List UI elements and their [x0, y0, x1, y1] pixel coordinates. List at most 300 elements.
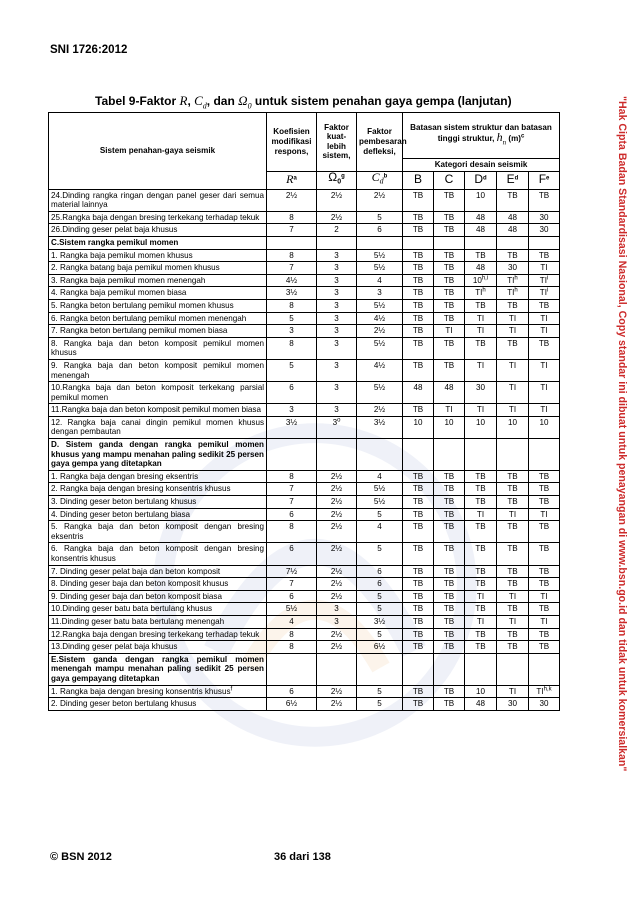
value-cell-f — [529, 603, 560, 616]
value-cell-b — [403, 615, 434, 628]
value-f-sup: h,k — [543, 685, 552, 692]
value-f: TB — [538, 522, 550, 532]
cat-f-label: F — [538, 171, 547, 186]
section-heading — [49, 653, 267, 685]
value-cell-cd — [357, 262, 403, 275]
value-o: 2½ — [330, 544, 343, 554]
value-e: TI — [508, 326, 517, 336]
value-b: TB — [412, 405, 424, 415]
value-cell-r — [267, 590, 317, 603]
value-cell-cd — [357, 404, 403, 417]
value-cd: 3½ — [373, 616, 386, 626]
value-cell-e — [497, 439, 529, 471]
value-c: TB — [443, 497, 455, 507]
running-header: SNI 1726:2012 — [50, 44, 128, 56]
value-b: TB — [412, 190, 424, 200]
value-d: 10 — [472, 275, 482, 285]
value-cell-c — [434, 628, 465, 641]
value-b: TB — [412, 686, 424, 696]
value-cell-c — [434, 508, 465, 521]
table-body — [49, 189, 560, 710]
value-cell-o — [317, 312, 357, 325]
system-name: 12.Rangka baja dengan bresing terkekang terhadap tekuk — [51, 629, 260, 639]
value-cell-f — [529, 211, 560, 224]
value-cell-c — [434, 483, 465, 496]
value-cell-c — [434, 189, 465, 211]
value-f: TI — [540, 360, 548, 370]
value-cell-e — [497, 404, 529, 417]
value-cell-e — [497, 590, 529, 603]
value-cell-b — [403, 236, 434, 249]
value-cell-b — [403, 470, 434, 483]
value-e: TB — [507, 544, 518, 554]
value-cell-d — [465, 337, 497, 359]
value-cell-e — [497, 543, 529, 565]
col-header-r-symbol — [267, 171, 317, 189]
value-o: 3 — [334, 300, 339, 310]
value-cd: 5 — [377, 699, 382, 709]
value-c: TB — [443, 566, 455, 576]
system-name-cell — [49, 543, 267, 565]
value-o: 3 — [332, 417, 338, 427]
value-cd: 5 — [377, 629, 382, 639]
value-cell-c — [434, 590, 465, 603]
value-cell-r — [267, 382, 317, 404]
table-row — [49, 299, 560, 312]
value-e: TI — [508, 383, 517, 393]
section-heading — [49, 236, 267, 249]
value-cell-e — [497, 189, 529, 211]
system-name-cell — [49, 287, 267, 300]
system-name: 5. Rangka beton bertulang pemikul momen khusus — [51, 300, 234, 310]
value-cd: 2½ — [373, 190, 386, 200]
value-d: TI — [476, 405, 485, 415]
value-d: TI — [476, 313, 485, 323]
title-omega — [238, 93, 252, 111]
value-cell-f — [529, 325, 560, 338]
value-cell-r — [267, 603, 317, 616]
value-cell-d — [465, 641, 497, 654]
system-name: 11.Dinding geser batu bata bertulang menengah — [51, 616, 225, 626]
value-cell-b — [403, 698, 434, 711]
title-omega-letter: Ω — [238, 93, 248, 108]
value-cell-e — [497, 274, 529, 287]
value-cell-b — [403, 416, 434, 438]
value-cell-c — [434, 653, 465, 685]
col-header-coef: Koefisien modifikasi respons, — [267, 113, 317, 172]
value-b: TB — [412, 591, 424, 601]
value-cell-cd — [357, 543, 403, 565]
system-name-cell — [49, 685, 267, 698]
value-r: 8 — [289, 642, 294, 652]
value-d: TB — [475, 497, 486, 507]
value-o: 3 — [334, 275, 339, 285]
value-cell-o — [317, 578, 357, 591]
value-c: TB — [443, 591, 455, 601]
value-cell-o — [317, 262, 357, 275]
value-cd: 6 — [377, 225, 382, 235]
value-r: 6 — [289, 591, 294, 601]
value-cell-cd — [357, 521, 403, 543]
value-o: 2½ — [330, 591, 343, 601]
value-cell-c — [434, 496, 465, 509]
value-cell-d — [465, 312, 497, 325]
value-b: TB — [412, 497, 424, 507]
value-c: TB — [443, 579, 455, 589]
value-cell-f — [529, 521, 560, 543]
value-f: TI — [540, 326, 548, 336]
system-name-cell — [49, 325, 267, 338]
value-b: TB — [412, 275, 424, 285]
system-name-cell — [49, 698, 267, 711]
value-f: TB — [538, 642, 550, 652]
value-cell-cd — [357, 653, 403, 685]
value-cell-cd — [357, 603, 403, 616]
value-cell-b — [403, 299, 434, 312]
value-e: TB — [507, 629, 518, 639]
table-row — [49, 685, 560, 698]
value-cell-d — [465, 653, 497, 685]
value-f: TI — [540, 383, 548, 393]
value-b: TB — [412, 338, 424, 348]
value-cell-o — [317, 698, 357, 711]
col-header-cat-b — [403, 171, 434, 189]
value-cell-e — [497, 249, 529, 262]
system-name-cell — [49, 483, 267, 496]
value-r: 7 — [289, 497, 294, 507]
value-d: TB — [475, 300, 486, 310]
value-r: 5 — [289, 313, 294, 323]
system-name: 2. Dinding geser beton bertulang khusus — [51, 699, 197, 709]
value-cell-r — [267, 236, 317, 249]
value-cell-b — [403, 685, 434, 698]
value-cell-r — [267, 578, 317, 591]
value-cell-cd — [357, 565, 403, 578]
value-c: 10 — [444, 417, 454, 427]
value-r: 6½ — [285, 699, 298, 709]
value-cell-r — [267, 508, 317, 521]
value-o: 3 — [334, 360, 339, 370]
cd-symbol: C — [371, 170, 380, 185]
value-d: TB — [475, 250, 486, 260]
value-cell-b — [403, 565, 434, 578]
value-cell-cd — [357, 685, 403, 698]
value-d: 30 — [475, 383, 485, 393]
value-cell-r — [267, 628, 317, 641]
value-cell-b — [403, 483, 434, 496]
value-cell-r — [267, 653, 317, 685]
value-f: 30 — [539, 699, 549, 709]
value-c: TB — [443, 616, 455, 626]
value-o: 3 — [334, 405, 339, 415]
system-name-cell — [49, 590, 267, 603]
title-omega-sub: 0 — [247, 101, 252, 111]
value-b: TB — [412, 250, 424, 260]
value-cell-o — [317, 590, 357, 603]
col-header-system: Sistem penahan-gaya seismik — [49, 113, 267, 190]
value-e-sup: h — [514, 275, 518, 282]
system-name: 2. Rangka baja dengan bresing konsentris khusus — [51, 484, 231, 494]
system-name: D. Sistem ganda dengan rangka pemikul momen khusus yang mampu menahan paling sedikit 25 persen gaya gempa yang ditetapkan — [51, 440, 264, 469]
value-c: TI — [445, 326, 453, 336]
value-cell-d — [465, 565, 497, 578]
value-d: TB — [475, 338, 486, 348]
title-sep1: , — [187, 94, 191, 108]
value-cd: 5 — [377, 591, 382, 601]
value-c: TB — [443, 360, 455, 370]
value-r: 8 — [289, 471, 294, 481]
system-name-cell — [49, 615, 267, 628]
value-o: 2½ — [330, 212, 343, 222]
value-cell-f — [529, 359, 560, 381]
value-d: TB — [475, 629, 486, 639]
table-row — [49, 416, 560, 438]
table-row — [49, 249, 560, 262]
value-cell-c — [434, 685, 465, 698]
omega-sup: g — [341, 173, 345, 180]
table-row — [49, 578, 560, 591]
col-header-cat-c — [434, 171, 465, 189]
value-cell-d — [465, 685, 497, 698]
value-r: 7 — [289, 484, 294, 494]
value-cell-e — [497, 685, 529, 698]
cat-d-label: D — [474, 171, 483, 186]
value-cell-b — [403, 628, 434, 641]
value-b: TB — [412, 212, 424, 222]
value-cell-e — [497, 521, 529, 543]
section-row — [49, 439, 560, 471]
value-cell-r — [267, 337, 317, 359]
value-c: TB — [443, 190, 455, 200]
value-cell-e — [497, 312, 529, 325]
value-cell-e — [497, 641, 529, 654]
value-cd: 5½ — [373, 484, 386, 494]
value-cd: 4½ — [373, 313, 386, 323]
table-row — [49, 382, 560, 404]
table-row — [49, 565, 560, 578]
value-r: 8 — [289, 250, 294, 260]
value-cell-b — [403, 211, 434, 224]
value-cell-f — [529, 496, 560, 509]
col-header-omega: Faktor kuat-lebih sistem, — [317, 113, 357, 172]
value-e: TI — [507, 288, 515, 298]
value-b: TB — [412, 544, 424, 554]
value-cell-e — [497, 299, 529, 312]
system-name-cell — [49, 337, 267, 359]
value-cell-o — [317, 382, 357, 404]
value-cd: 5 — [377, 686, 382, 696]
value-d-sup: h,i — [481, 275, 489, 282]
value-cell-o — [317, 653, 357, 685]
title-prefix: Tabel 9-Faktor — [95, 94, 177, 108]
value-c: TB — [443, 250, 455, 260]
value-r: 8 — [289, 522, 294, 532]
value-cell-f — [529, 590, 560, 603]
value-cell-f — [529, 653, 560, 685]
value-r: 3½ — [285, 417, 298, 427]
value-e: TB — [507, 642, 518, 652]
value-cell-b — [403, 641, 434, 654]
value-r: 8 — [289, 629, 294, 639]
system-name: 8. Rangka baja dan beton komposit pemikul momen khusus — [51, 338, 264, 358]
value-e: TI — [508, 313, 517, 323]
value-r: 3 — [289, 405, 294, 415]
side-copyright-text: "Hak Cipta Badan Standardisasi Nasional, Copy standar ini dibuat untuk penayangan di www.bsn.go.id dan tidak untuk komersialkan" — [616, 96, 628, 772]
value-cd: 5½ — [373, 263, 386, 273]
value-cell-c — [434, 359, 465, 381]
value-f: 30 — [539, 225, 549, 235]
value-d: TI — [476, 509, 485, 519]
value-c: TB — [443, 699, 455, 709]
value-o: 2½ — [330, 642, 343, 652]
system-name: E.Sistem ganda dengan rangka pemikul momen menengah mampu menahan paling sedikit 25 persen gaya gempayang ditetapkan — [51, 654, 264, 683]
system-name: 24.Dinding rangka ringan dengan panel geser dari semua material lainnya — [51, 190, 264, 210]
value-d: TB — [475, 471, 486, 481]
value-cell-r — [267, 274, 317, 287]
value-f: 30 — [539, 212, 549, 222]
value-cell-o — [317, 299, 357, 312]
value-b: TB — [412, 616, 424, 626]
value-cell-cd — [357, 590, 403, 603]
col-header-limits — [403, 113, 560, 159]
value-c: TB — [443, 471, 455, 481]
system-name: 2. Rangka batang baja pemikul momen khusus — [51, 263, 220, 273]
value-cell-c — [434, 698, 465, 711]
table-row — [49, 590, 560, 603]
value-cell-cd — [357, 628, 403, 641]
value-f: TB — [538, 629, 550, 639]
value-cell-c — [434, 299, 465, 312]
table-row — [49, 262, 560, 275]
value-cell-d — [465, 404, 497, 417]
value-cell-o — [317, 439, 357, 471]
value-e: TB — [507, 300, 518, 310]
value-cell-d — [465, 508, 497, 521]
value-d: TB — [475, 579, 486, 589]
value-cell-b — [403, 590, 434, 603]
value-cell-cd — [357, 496, 403, 509]
value-cell-o — [317, 416, 357, 438]
value-cd: 5 — [377, 604, 382, 614]
value-o: 2½ — [330, 509, 343, 519]
value-cell-e — [497, 287, 529, 300]
system-name-cell — [49, 404, 267, 417]
value-f: TI — [540, 509, 548, 519]
value-d: TI — [476, 326, 485, 336]
value-cell-cd — [357, 249, 403, 262]
value-cell-o — [317, 508, 357, 521]
table-row — [49, 698, 560, 711]
value-o: 2½ — [330, 629, 343, 639]
value-f: TI — [540, 616, 548, 626]
value-f: TB — [538, 300, 550, 310]
value-cd: 4½ — [373, 360, 386, 370]
value-r: 4 — [289, 616, 294, 626]
value-cell-e — [497, 359, 529, 381]
system-name: 4. Dinding geser beton bertulang biasa — [51, 509, 191, 519]
value-cell-o — [317, 483, 357, 496]
value-f: TB — [538, 544, 550, 554]
limits-h-sub: n — [502, 138, 507, 147]
value-o: 2 — [334, 225, 339, 235]
value-cell-b — [403, 603, 434, 616]
value-b: TB — [412, 326, 424, 336]
title-cd — [194, 93, 207, 111]
value-cell-f — [529, 698, 560, 711]
value-r: 8 — [289, 338, 294, 348]
system-name-cell — [49, 603, 267, 616]
value-cell-b — [403, 249, 434, 262]
value-e: TB — [507, 566, 518, 576]
value-cell-d — [465, 382, 497, 404]
value-cell-r — [267, 521, 317, 543]
value-r: 8 — [289, 300, 294, 310]
value-cd: 5½ — [373, 250, 386, 260]
section-row — [49, 236, 560, 249]
value-cell-f — [529, 382, 560, 404]
system-name: 13.Dinding geser pelat baja khusus — [51, 642, 178, 652]
value-e: 30 — [507, 699, 517, 709]
value-cell-d — [465, 496, 497, 509]
value-cd: 3 — [377, 288, 382, 298]
value-cell-c — [434, 249, 465, 262]
value-cell-r — [267, 262, 317, 275]
value-o: 3 — [334, 263, 339, 273]
system-name-cell — [49, 641, 267, 654]
value-cell-o — [317, 211, 357, 224]
value-cell-e — [497, 325, 529, 338]
value-cell-o — [317, 543, 357, 565]
value-c: TB — [443, 300, 455, 310]
value-b: TB — [412, 699, 424, 709]
value-cell-r — [267, 698, 317, 711]
value-cell-d — [465, 628, 497, 641]
col-header-cat-f — [529, 171, 560, 189]
col-header-cat-e — [497, 171, 529, 189]
value-cell-c — [434, 236, 465, 249]
table-row — [49, 641, 560, 654]
value-cell-f — [529, 470, 560, 483]
value-cell-c — [434, 470, 465, 483]
title-cd-letter: C — [194, 93, 203, 108]
value-cell-cd — [357, 641, 403, 654]
value-c: TB — [443, 288, 455, 298]
value-cell-f — [529, 416, 560, 438]
cat-e-label: E — [506, 171, 515, 186]
value-cell-c — [434, 543, 465, 565]
system-name-cell — [49, 211, 267, 224]
system-name: 12. Rangka baja canai dingin pemikul momen khusus dengan pembautan — [51, 417, 264, 437]
value-cell-c — [434, 224, 465, 237]
value-c: TB — [443, 275, 455, 285]
value-cell-cd — [357, 578, 403, 591]
r-sup: a — [293, 175, 297, 182]
omega-sub: 0 — [337, 178, 342, 186]
value-c: TB — [443, 509, 455, 519]
value-e: TB — [507, 497, 518, 507]
footer-copyright: © BSN 2012 — [50, 851, 112, 863]
value-cell-c — [434, 312, 465, 325]
value-d: TI — [476, 591, 485, 601]
system-name: 10.Dinding geser batu bata bertulang khusus — [51, 604, 213, 614]
value-cell-d — [465, 603, 497, 616]
value-e: TI — [508, 686, 517, 696]
value-e: TI — [508, 509, 517, 519]
value-e: TB — [507, 471, 518, 481]
table-row — [49, 359, 560, 381]
system-name-cell — [49, 521, 267, 543]
value-cell-o — [317, 359, 357, 381]
